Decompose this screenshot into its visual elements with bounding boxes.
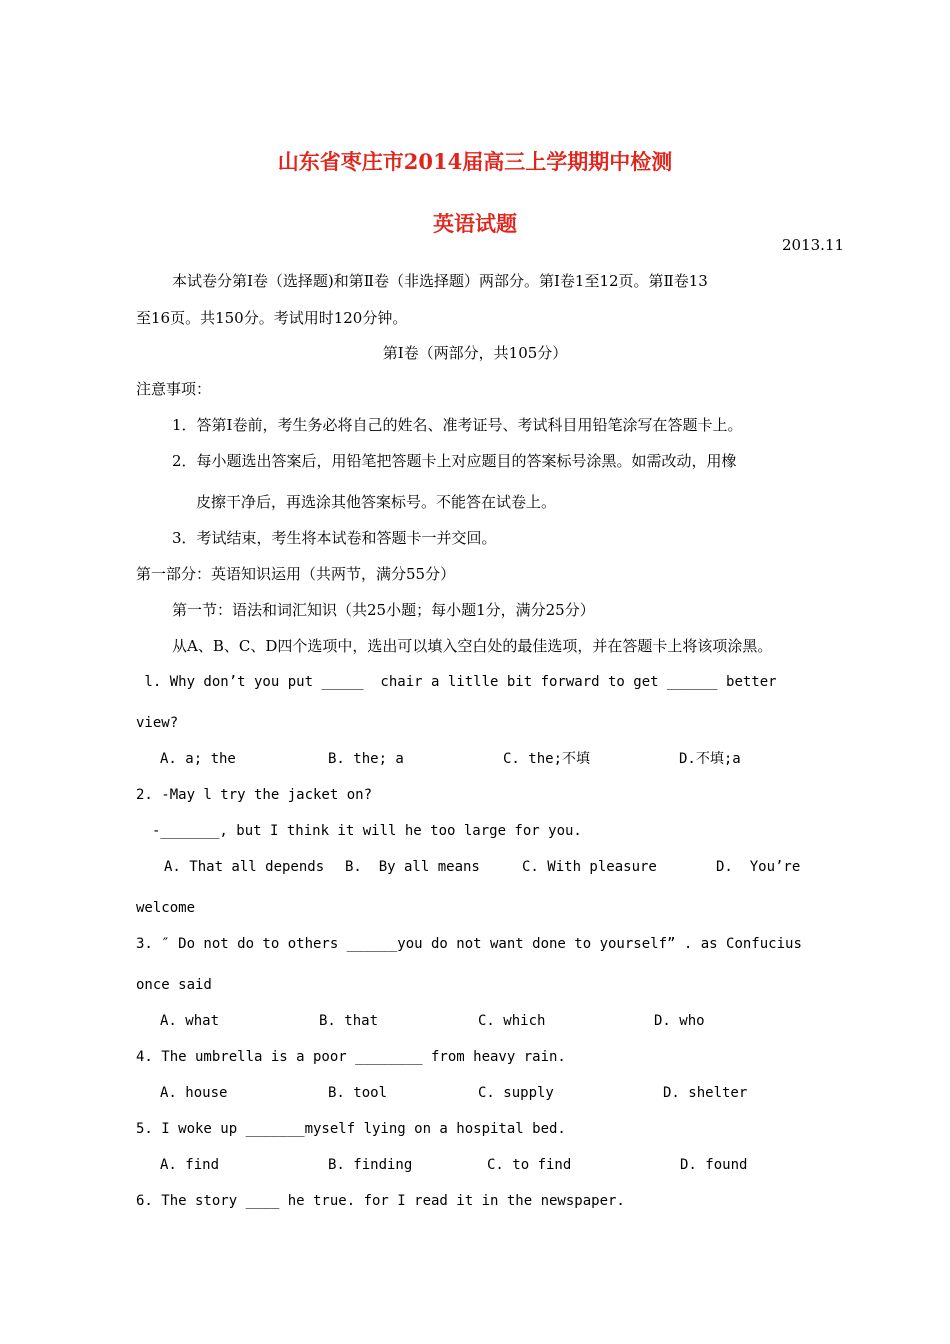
part-subheading: 第一节：语法和词汇知识（共25小题；每小题1分，满分25分）	[172, 601, 595, 619]
question-2-option-a: A. That all depends	[164, 859, 325, 875]
question-2-option-d: D. You’re	[716, 859, 801, 875]
question-1-option-b: B. the; a	[328, 751, 404, 767]
part-heading: 第一部分：英语知识运用（共两节，满分55分）	[136, 565, 456, 583]
question-4-option-c: C. supply	[478, 1085, 554, 1101]
note-item-continued: 皮擦干净后，再选涂其他答案标号。不能答在试卷上。	[196, 493, 557, 511]
question-6-stem: 6. The story ____ he true. for I read it in the newspaper.	[136, 1193, 625, 1209]
intro-line-2: 至16页。共150分。考试用时120分钟。	[136, 309, 408, 327]
question-5-option-a: A. find	[160, 1157, 220, 1173]
document-subtitle: 英语试题	[433, 211, 517, 236]
document-date: 2013.11	[782, 236, 845, 254]
question-4-option-d: D. shelter	[663, 1085, 748, 1101]
intro-line-1: 本试卷分第Ⅰ卷（选择题)和第Ⅱ卷（非选择题）两部分。第Ⅰ卷1至12页。第Ⅱ卷13	[172, 272, 708, 290]
question-3-stem: 3. ″ Do not do to others ______you do not want done to yourself” . as Confucius	[136, 936, 802, 952]
question-3-option-a: A. what	[160, 1013, 220, 1029]
question-3-option-b: B. that	[319, 1013, 379, 1029]
question-2-option-b: B. By all means	[345, 859, 480, 875]
question-2-option-c: C. With pleasure	[522, 859, 657, 875]
question-4-option-a: A. house	[160, 1085, 228, 1101]
question-1-stem-continued: view?	[136, 715, 179, 731]
question-2-reply: -_______, but I think it will he too large for you.	[152, 823, 582, 839]
note-item: 3．考试结束，考生将本试卷和答题卡一并交回。	[172, 529, 497, 547]
question-4-stem: 4. The umbrella is a poor ________ from heavy rain.	[136, 1049, 566, 1065]
note-item: 2．每小题选出答案后，用铅笔把答题卡上对应题目的答案标号涂黑。如需改动，用橡	[172, 452, 737, 470]
question-3-stem-continued: once said	[136, 977, 212, 993]
question-4-option-b: B. tool	[328, 1085, 388, 1101]
question-3-option-c: C. which	[478, 1013, 546, 1029]
question-1-option-a: A. a; the	[160, 751, 236, 767]
question-5-option-c: C. to find	[487, 1157, 572, 1173]
question-2-option-d-continued: welcome	[136, 900, 196, 916]
question-5-stem: 5. I woke up _______myself lying on a hospital bed.	[136, 1121, 566, 1137]
notes-label: 注意事项：	[136, 380, 212, 398]
question-3-option-d: D. who	[654, 1013, 705, 1029]
question-1-option-d: D.不填;a	[679, 751, 741, 767]
section-heading: 第Ⅰ卷（两部分，共105分）	[382, 344, 568, 362]
document-title: 山东省枣庄市2014届高三上学期期中检测	[277, 149, 673, 174]
question-2-stem: 2. -May l try the jacket on?	[136, 787, 373, 803]
question-1-option-c: C. the;不填	[503, 751, 591, 767]
part-instruction: 从A、B、C、D四个选项中，选出可以填入空白处的最佳选项，并在答题卡上将该项涂黑。	[172, 637, 773, 655]
note-item: 1．答第Ⅰ卷前，考生务必将自己的姓名、准考证号、考试科目用铅笔涂写在答题卡上。	[172, 416, 743, 434]
question-5-option-b: B. finding	[328, 1157, 413, 1173]
question-1-stem: l. Why don’t you put _____ chair a litlle bit forward to get ______ better	[136, 674, 777, 690]
question-5-option-d: D. found	[680, 1157, 748, 1173]
